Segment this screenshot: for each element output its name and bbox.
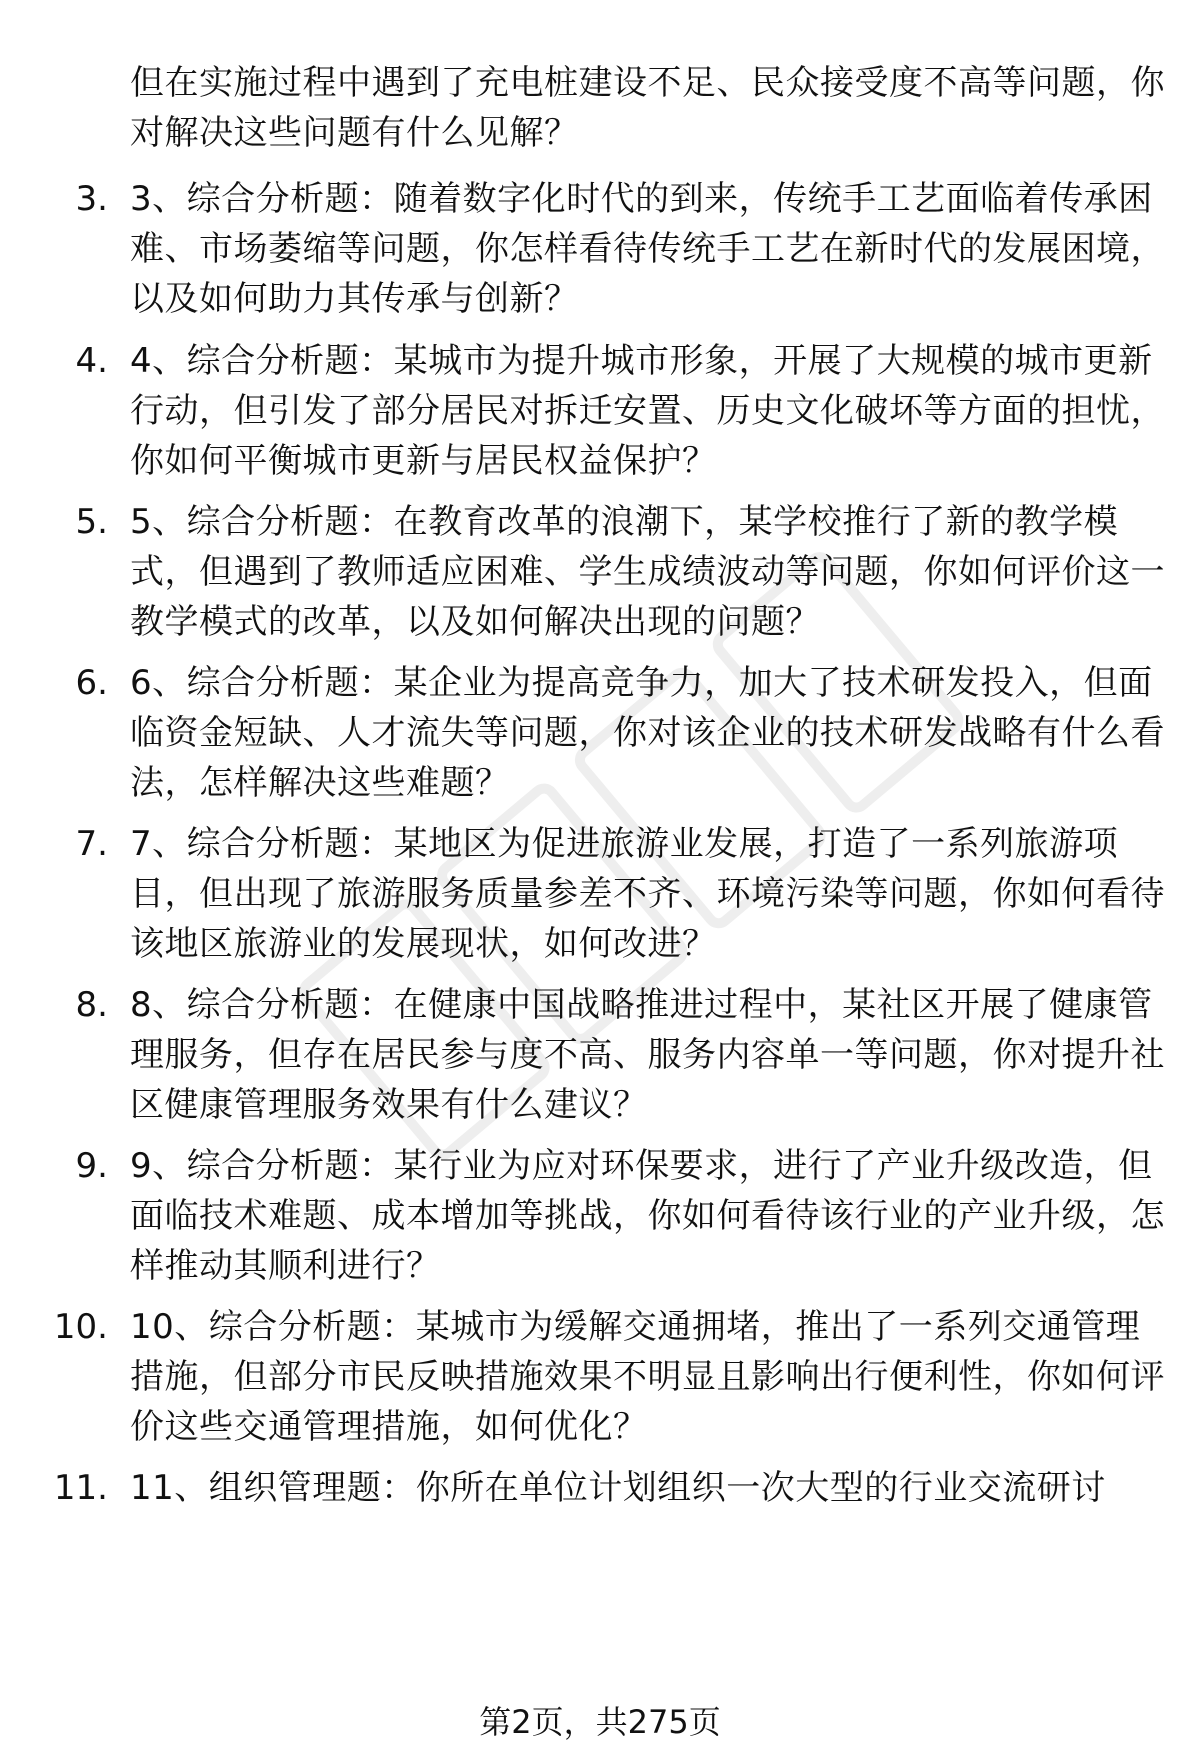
list-number: 9. — [75, 1146, 108, 1186]
list-number: 4. — [75, 341, 108, 381]
list-number: 7. — [75, 824, 108, 864]
list-number: 11. — [53, 1468, 108, 1508]
list-number: 5. — [75, 502, 108, 542]
list-number: 10. — [53, 1307, 108, 1347]
list-number: 3. — [75, 179, 108, 219]
question-text: 11、组织管理题：你所在单位计划组织一次大型的行业交流研讨 — [130, 1468, 1106, 1508]
question-text: 5、综合分析题：在教育改革的浪潮下，某学校推行了新的教学模式，但遇到了教师适应困难、学生成绩波动等问题，你如何评价这一教学模式的改革，以及如何解决出现的问题？ — [130, 502, 1165, 642]
list-number: 8. — [75, 985, 108, 1025]
question-text: 6、综合分析题：某企业为提高竞争力，加大了技术研发投入，但面临资金短缺、人才流失等问题，你对该企业的技术研发战略有什么看法，怎样解决这些难题？ — [130, 663, 1165, 803]
question-text: 4、综合分析题：某城市为提升城市形象，开展了大规模的城市更新行动，但引发了部分居民对拆迁安置、历史文化破坏等方面的担忧，你如何平衡城市更新与居民权益保护？ — [130, 341, 1165, 481]
question-text: 8、综合分析题：在健康中国战略推进过程中，某社区开展了健康管理服务，但存在居民参与度不高、服务内容单一等问题，你对提升社区健康管理服务效果有什么建议？ — [130, 985, 1165, 1125]
list-number: 6. — [75, 663, 108, 703]
question-text: 7、综合分析题：某地区为促进旅游业发展，打造了一系列旅游项目，但出现了旅游服务质量参差不齐、环境污染等问题，你如何看待该地区旅游业的发展现状，如何改进？ — [130, 824, 1165, 964]
page-footer: 第2页，共275页 — [479, 1703, 721, 1741]
continuation-text: 但在实施过程中遇到了充电桩建设不足、民众接受度不高等问题，你对解决这些问题有什么见解？ — [130, 63, 1165, 153]
question-text: 10、综合分析题：某城市为缓解交通拥堵，推出了一系列交通管理措施，但部分市民反映措施效果不明显且影响出行便利性，你如何评价这些交通管理措施，如何优化？ — [130, 1307, 1165, 1447]
question-text: 3、综合分析题：随着数字化时代的到来，传统手工艺面临着传承困难、市场萎缩等问题，你怎样看待传统手工艺在新时代的发展困境，以及如何助力其传承与创新？ — [130, 179, 1165, 319]
question-text: 9、综合分析题：某行业为应对环保要求，进行了产业升级改造，但面临技术难题、成本增加等挑战，你如何看待该行业的产业升级，怎样推动其顺利进行？ — [130, 1146, 1165, 1286]
